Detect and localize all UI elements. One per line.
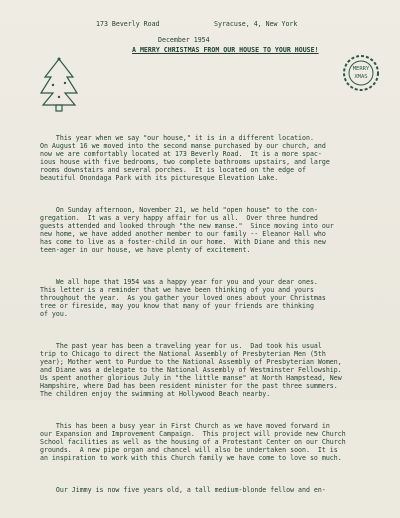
wreath-text-bottom: XMAS: [354, 74, 368, 80]
paragraph: This has been a busy year in First Church as we have moved forward in our Expansion and Improvement Campaign. This project will provide new Church School facilities as well as the housing of a Protestant Center on our Church grounds. A new pipe organ and chancel will also be undertaken soon. It is an inspiration to work with this Church family we have come to love so much.: [40, 422, 346, 462]
paragraph: The past year has been a traveling year for us. Dad took his usual trip to Chicago to direct the National Assembly of Presbyterian Men (5th year); Mother went to Purdue to the National Assembly of Presbyterian Women, and Diane was a delegate to the National Assembly of Westminster Fellowship. Us spent another glorious July in "the little manse" at North Hampstead, New Hampshire, where Dad has been resident minister for the past three summers. The children enjoy the swimming at Hollywood Beach nearby.: [40, 342, 342, 398]
letter-date: December 1954: [158, 36, 210, 44]
wreath-icon: [340, 52, 382, 94]
wreath-text-top: MERRY: [352, 66, 370, 72]
paragraph: We all hope that 1954 was a happy year for you and your dear ones. This letter is a reminder that we have been thinking of you and yours throughout the year. As you gather your loved ones about your Christmas tree or fireside, may you know that many of your friends are thinking of you.: [40, 278, 326, 318]
street-address: 173 Beverly Road: [96, 20, 160, 28]
paragraph: On Sunday afternoon, November 21, we held "open house" to the con- gregation. It was a very happy affair for us all. Over three hundred guests attended and looked through "the new manse." Since moving into our new home, we have added another member to our family -- Eleanor Hall who has come to live as a foster-child in our home. With Diane and this new teen-ager in our house, we have plenty of excitement.: [40, 206, 334, 254]
city-address: Syracuse, 4, New York: [214, 20, 298, 28]
christmas-tree-icon: [37, 55, 81, 113]
paragraph: Our Jimmy is now five years old, a tall medium-blonde fellow and en-: [40, 486, 326, 494]
paragraph: This year when we say "our house," it is in a different location. On August 16 we moved into the second manse purchased by our church, and now we are comfortably located at 173 Beverly Road. It is a more spac- ious house with five bedrooms, two complete bathrooms upstairs, and large rooms downstairs and several porches. It is located on the edge of beautiful Onondaga Park with its picturesque Elevation Lake.: [40, 134, 330, 182]
letter-body: [40, 118, 384, 518]
greeting-heading: A MERRY CHRISTMAS FROM OUR HOUSE TO YOUR HOUSE!: [132, 46, 319, 54]
